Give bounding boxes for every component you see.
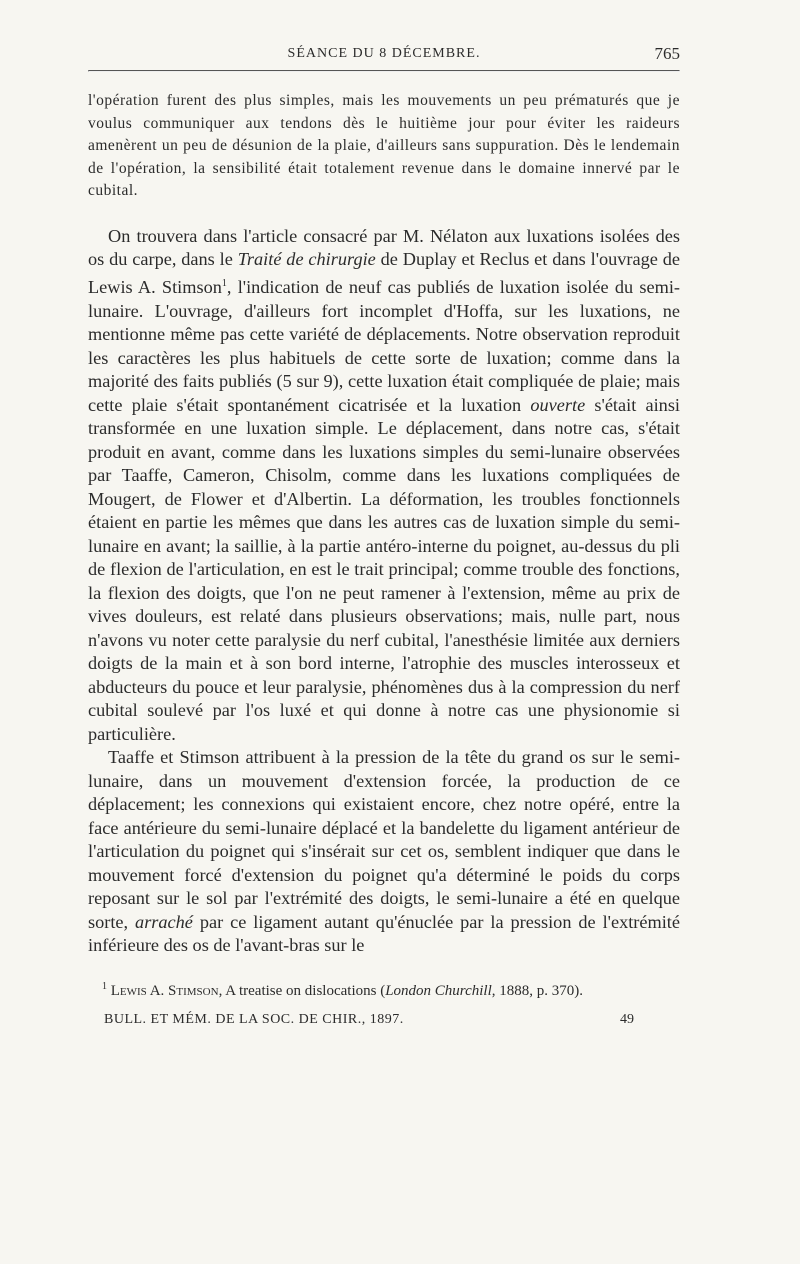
- p1-text-c: , l'indication de neuf cas publiés de luxation isolée du semi-lunaire. L'ouvrage, d'ailleurs fort incomplet d'Hoffa, sur les luxations, ne mentionne même pas cette variété de déplacements. Notre observation reproduit les caractères les plus habituels de cette sorte de luxation; comme dans la majorité des faits publiés (5 sur 9), cette luxation était compliquée de plaie; mais cette plaie s'était spontanément cicatrisée et la luxation: [88, 277, 680, 415]
- p2-text-b: par ce ligament autant qu'énuclée par la pression de l'extrémité inférieure des os de l'avant-bras sur le: [88, 911, 680, 956]
- p1-text-b: de Duplay et Reclus et dans l'ouvrage de Lewis A. Stimson: [88, 249, 680, 298]
- footnote-text-a: , A treatise on dislocations (: [218, 982, 386, 999]
- footnotes: [88, 976, 680, 1002]
- p1-text-d: s'était ainsi transformée en une luxation simple. Le déplacement, dans notre cas, s'était produit en avant, comme dans les luxations simples du semi-lunaire observées par Taaffe, Cameron, Chisolm, comme dans les luxations compliquées de Mougert, de Flower et d'Albertin. La déformation, les troubles fonctionnels étaient en partie les mêmes que dans les autres cas de luxation simple du semi-lunaire en avant; la saillie, à la partie antéro-interne du poignet, au-dessus du pli de flexion de l'articulation, en est le trait principal; comme trouble des fonctions, la flexion des doigts, que l'on ne peut ramener à l'extension, même au prix de vives douleurs, est relaté dans plusieurs observations; mais, nulle part, nous n'avons vu noter cette paralysie du nerf cubital, l'anesthésie limitée aux derniers doigts de la main et à son bord interne, l'atrophie des muscles interosseux et abducteurs du pouce et leur paralysie, phénomènes dus à la compression du nerf cubital soulevé par l'os luxé et qui donne à notre cas une physionomie si particulière.: [88, 394, 681, 744]
- running-head: SÉANCE DU 8 DÉCEMBRE.: [287, 46, 481, 61]
- footnote-italic: London Churchill: [385, 982, 492, 999]
- page-number: 765: [654, 44, 680, 63]
- small-print-paragraph: l'opération furent des plus simples, mais les mouvements un peu prématurés que je voulus communiquer aux tendons dès le huitième jour pour éviter les raideurs amenèrent un peu de désunion de la plaie, d'ailleurs sans suppuration. Dès le lendemain de l'opération, la sensibilité était totalement revenue dans le domaine innervé par le cubital.: [88, 92, 680, 200]
- footnote-text-b: , 1888, p. 370).: [491, 982, 583, 999]
- body-paragraph-1: [88, 225, 680, 746]
- page-footer: [88, 1012, 680, 1034]
- footnote-ref: 1: [221, 277, 227, 289]
- signature-mark: 49: [620, 1011, 634, 1027]
- header-rule: [88, 70, 680, 72]
- p1-text-a: On trouvera dans l'article consacré par M. Nélaton aux luxations isolées des os du carpe, dans le: [88, 225, 680, 270]
- footer-reference: BULL. ET MÉM. DE LA SOC. DE CHIR., 1897.: [104, 1011, 404, 1027]
- page: [88, 40, 680, 1034]
- footnote-marker: 1: [102, 980, 107, 992]
- p1-italic-title: Traité de chirurgie: [237, 249, 376, 270]
- footnote-1: [88, 976, 680, 1002]
- p2-text-a: Taaffe et Stimson attribuent à la pression de la tête du grand os sur le semi-lunaire, dans un mouvement d'extension forcée, la production de ce déplacement; les connexions qui existaient encore, chez notre opéré, entre la face antérieure du semi-lunaire déplacé et la bandelette du ligament antérieur de l'articulation du poignet qui s'insérait sur cet os, semblent indiquer que dans le mouvement forcé d'extension du poignet qu'a déterminé le poids du corps reposant sur le sol par l'extrémité des doigts, le semi-lunaire a été en quelque sorte,: [88, 747, 680, 932]
- body-paragraph-2: [88, 746, 680, 958]
- p2-italic: arraché: [135, 911, 193, 932]
- p1-italic-ouverte: ouverte: [530, 394, 586, 415]
- page-header: [88, 40, 680, 70]
- footnote-author: Lewis A. Stimson: [110, 982, 219, 999]
